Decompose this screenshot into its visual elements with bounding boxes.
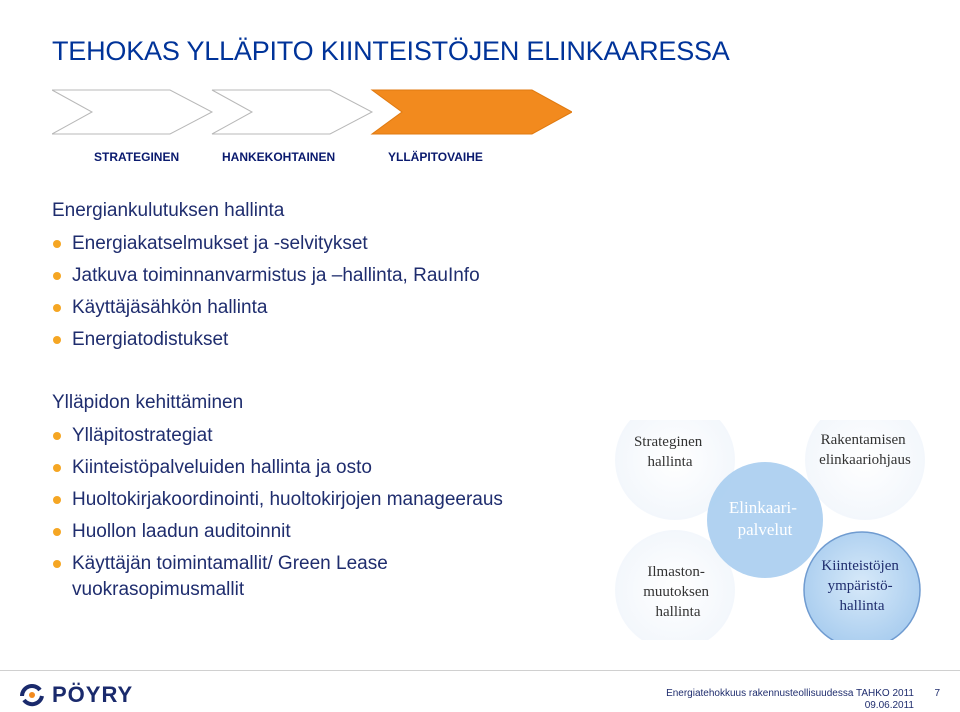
chevron-hankekohtainen (212, 90, 372, 134)
label-elinkaaripalvelut: Elinkaari- palvelut (728, 498, 797, 539)
energy-list (52, 228, 480, 356)
phase-label-yllapitovaihe: YLLÄPITOVAIHE (388, 150, 483, 164)
label-strateginen-hallinta: Strateginen hallinta (633, 434, 703, 470)
section-heading-energy: Energiankulutuksen hallinta (52, 200, 285, 221)
list-item: Huollon laadun auditoinnit (52, 516, 592, 548)
list-item: Kiinteistöpalveluiden hallinta ja osto (52, 452, 592, 484)
lifecycle-services-diagram (600, 420, 960, 640)
list-item: Huoltokirjakoordinointi, huoltokirjojen manageeraus (52, 484, 592, 516)
label-kiinteistojen-ymparistohallinta: Kiinteistöjen ympäristö- hallinta (821, 558, 899, 614)
list-item: Energiakatselmukset ja -selvitykset (52, 228, 480, 260)
bullet-icon (53, 496, 61, 504)
section-heading-maintenance: Ylläpidon kehittäminen (52, 392, 244, 413)
phase-label-hankekohtainen: HANKEKOHTAINEN (222, 150, 336, 164)
label-rakentamisen-elinkaariohjaus: Rakentamisen elinkaariohjaus (819, 432, 911, 468)
list-item: Jatkuva toiminnanvarmistus ja –hallinta, RauInfo (52, 260, 480, 292)
bullet-icon (53, 240, 61, 248)
process-chevrons (52, 88, 572, 136)
bullet-icon (53, 336, 61, 344)
slide-title: TEHOKAS YLLÄPITO KIINTEISTÖJEN ELINKAARESSA (52, 36, 730, 66)
list-item: Energiatodistukset (52, 324, 480, 356)
bullet-icon (53, 304, 61, 312)
footer-caption-text: Energiatehokkuus rakennusteollisuudessa TAHKO 2011 (666, 688, 914, 699)
footer-divider (0, 670, 960, 671)
logo-text: PÖYRY (52, 682, 134, 707)
page-number: 7 (934, 688, 940, 699)
footer-date: 09.06.2011 (864, 700, 914, 711)
list-item: Ylläpitostrategiat (52, 420, 592, 452)
maintenance-list (52, 420, 592, 603)
bullet-icon (53, 528, 61, 536)
list-item: Käyttäjäsähkön hallinta (52, 292, 480, 324)
bullet-icon (53, 432, 61, 440)
chevron-yllapitovaihe (372, 90, 572, 134)
bullet-icon (53, 272, 61, 280)
footer-caption (666, 688, 914, 712)
bullet-icon (53, 560, 61, 568)
label-ilmastonmuutoksen-hallinta: Ilmaston- muutoksen hallinta (643, 564, 710, 620)
poyry-logo (18, 682, 133, 708)
phase-label-strateginen: STRATEGINEN (94, 150, 180, 164)
list-item: Käyttäjän toimintamallit/ Green Lease vuokrasopimusmallit (52, 548, 592, 603)
poyry-logo-icon (18, 682, 46, 708)
chevron-strateginen (52, 90, 212, 134)
bullet-icon (53, 464, 61, 472)
